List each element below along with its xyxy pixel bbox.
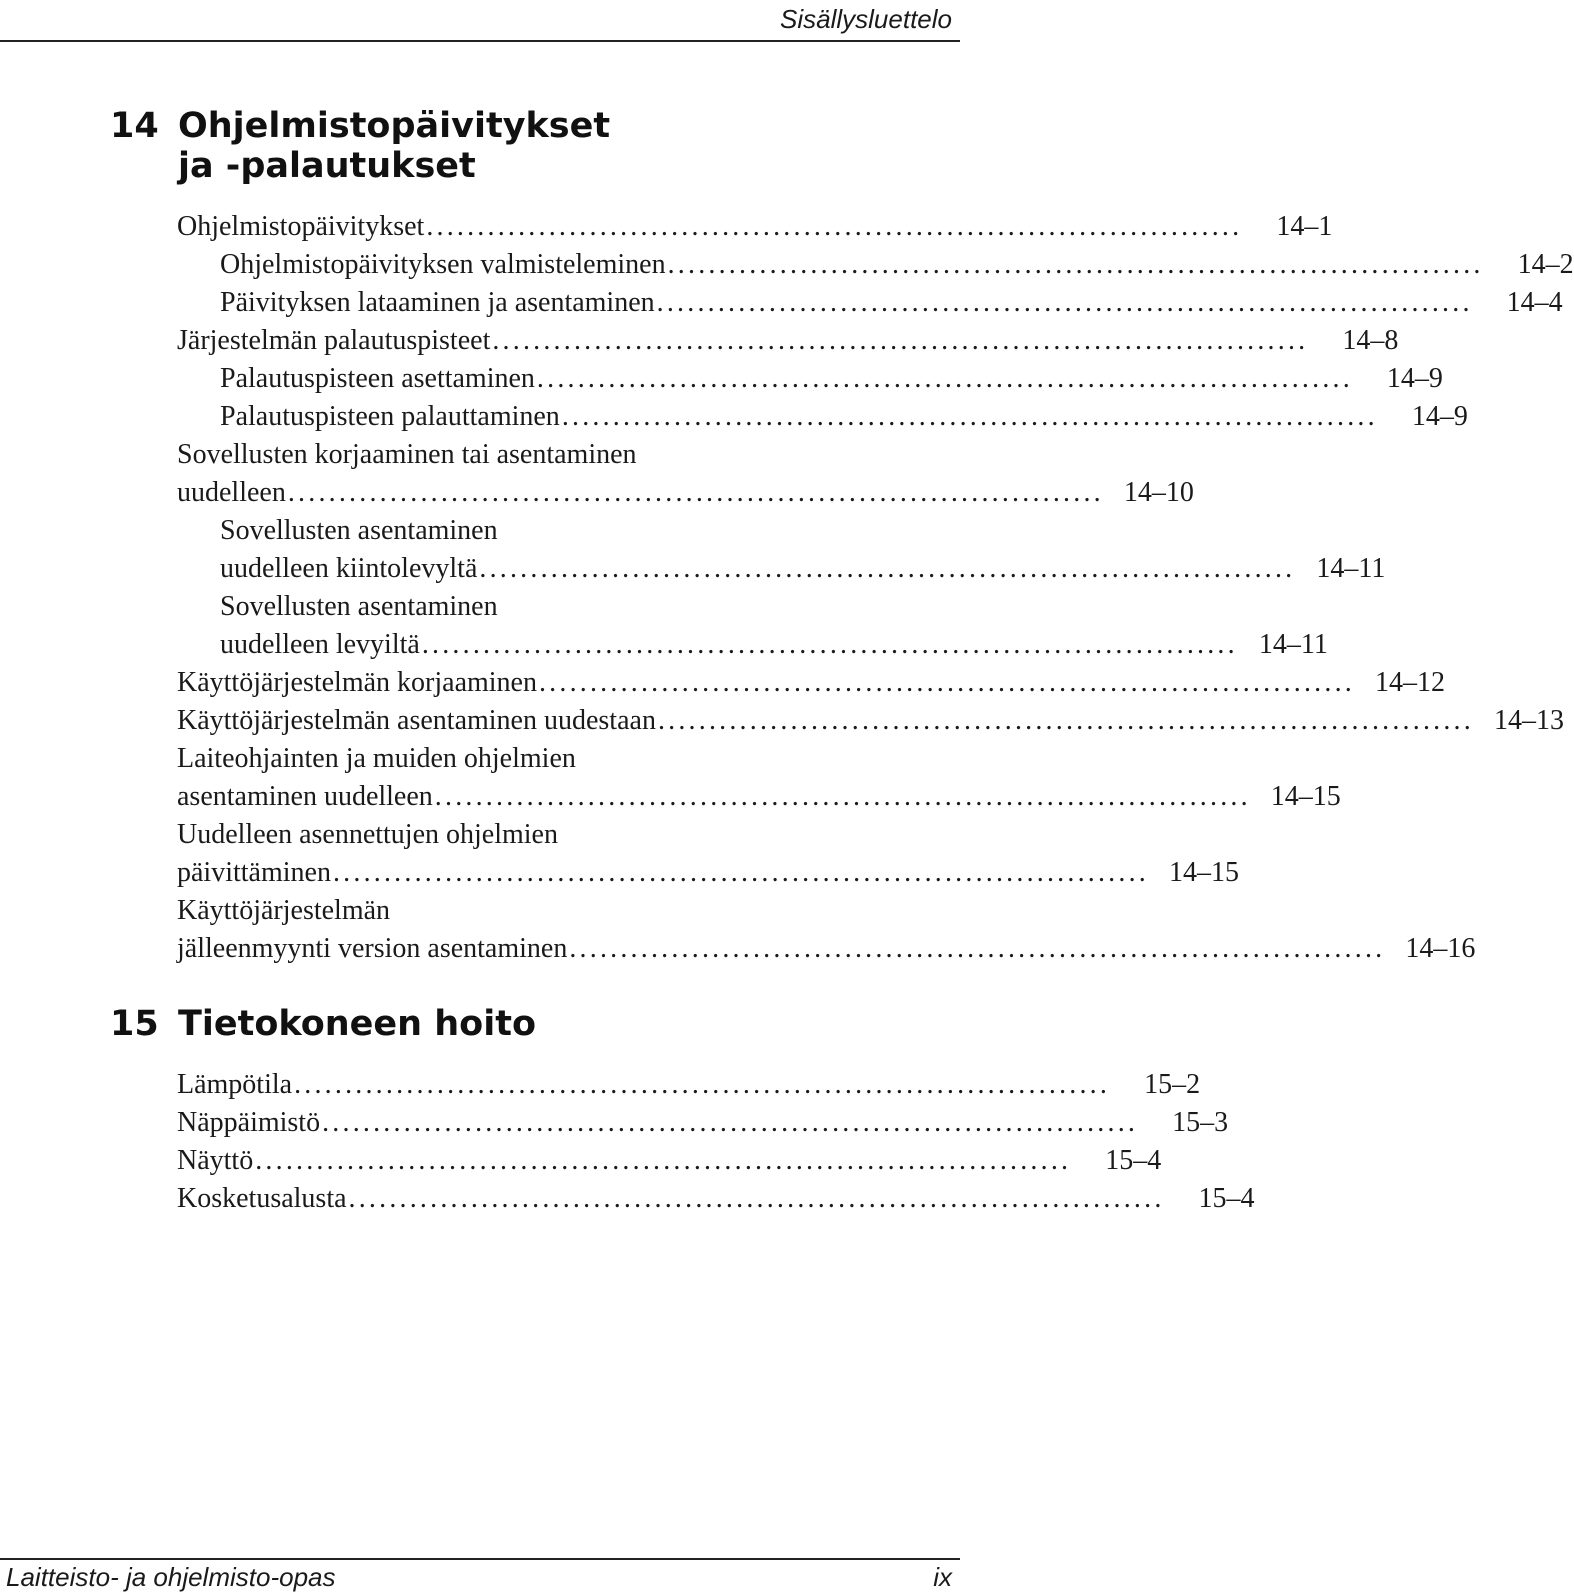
toc-entry-text-line: Sovellusten korjaaminen tai asentaminen — [177, 439, 637, 470]
toc-entry[interactable] — [177, 208, 1333, 246]
toc-entry[interactable] — [177, 1104, 1229, 1142]
chapter-number: 15 — [110, 1004, 159, 1044]
chapter-heading — [110, 1004, 960, 1044]
toc-entry-text-line: Laiteohjainten ja muiden ohjelmien — [177, 743, 576, 774]
toc-entry[interactable] — [220, 398, 1468, 436]
dot-leader: ................................................................................ — [569, 933, 1386, 964]
dot-leader: ................................................................................ — [538, 667, 1355, 698]
dot-leader: ................................................................................ — [287, 477, 1104, 508]
toc-entry[interactable] — [220, 246, 1574, 284]
dot-leader: ................................................................................ — [332, 857, 1149, 888]
toc-entry-page: 14–9 — [1386, 363, 1443, 394]
toc-entry[interactable] — [220, 360, 1443, 398]
toc-list — [177, 208, 1574, 968]
toc-entry-text: Palautuspisteen palauttaminen — [220, 401, 560, 432]
toc-entry-text: Päivityksen lataaminen ja asentaminen — [220, 287, 655, 318]
chapter-title-line: ja -palautukset — [178, 146, 476, 186]
toc-entry-text-line: Käyttöjärjestelmän — [177, 895, 391, 926]
toc-entry-page: 14–1 — [1276, 211, 1333, 242]
toc-entry[interactable] — [177, 664, 1445, 702]
toc-entry-page: 14–12 — [1374, 667, 1445, 698]
dot-leader: ................................................................................ — [667, 249, 1484, 280]
toc-entry-page: 14–15 — [1270, 781, 1341, 812]
toc-entry-text-line: Sovellusten asentaminen — [220, 515, 498, 546]
toc-entry-page: 15–3 — [1172, 1107, 1229, 1138]
toc-entry-text: uudelleen kiintolevyltä — [220, 553, 478, 584]
dot-leader: ................................................................................ — [348, 1183, 1165, 1214]
toc-entry-text: Käyttöjärjestelmän asentaminen uudestaan — [177, 705, 656, 736]
toc-entry[interactable] — [177, 1142, 1162, 1180]
toc-entry-page: 15–2 — [1144, 1069, 1201, 1100]
toc-entry[interactable] — [177, 892, 1476, 968]
dot-leader: ................................................................................ — [294, 1069, 1111, 1100]
dot-leader: ................................................................................ — [434, 781, 1251, 812]
toc-entry-text: Lämpötila — [177, 1069, 293, 1100]
toc-list — [177, 1066, 1255, 1218]
toc-entry-page: 14–8 — [1342, 325, 1399, 356]
chapter-title-line: Tietokoneen hoito — [178, 1004, 536, 1044]
toc-entry[interactable] — [177, 702, 1564, 740]
footer-book-title: Laitteisto- ja ohjelmisto-opas — [6, 1562, 336, 1592]
chapter-heading — [110, 106, 960, 186]
toc-entry[interactable] — [177, 816, 1239, 892]
footer-page-number: ix — [933, 1562, 952, 1592]
toc-entry[interactable] — [177, 436, 1194, 512]
toc-entry-text: päivittäminen — [177, 857, 331, 888]
dot-leader: ................................................................................ — [657, 705, 1474, 736]
toc-entry-text: Palautuspisteen asettaminen — [220, 363, 535, 394]
toc-entry[interactable] — [177, 1180, 1255, 1218]
toc-entry[interactable] — [177, 740, 1341, 816]
toc-entry-page: 14–11 — [1316, 553, 1386, 584]
toc-entry-page: 14–9 — [1411, 401, 1468, 432]
toc-entry-text: Käyttöjärjestelmän korjaaminen — [177, 667, 537, 698]
toc-entry-page: 15–4 — [1105, 1145, 1162, 1176]
running-header: Sisällysluettelo — [780, 4, 952, 34]
toc-entry[interactable] — [177, 1066, 1201, 1104]
toc-entry-page: 14–13 — [1493, 705, 1564, 736]
toc-entry-text-line: Sovellusten asentaminen — [220, 591, 498, 622]
toc-entry-text: asentaminen uudelleen — [177, 781, 433, 812]
toc-entry-page: 14–10 — [1123, 477, 1194, 508]
toc-entry[interactable] — [220, 284, 1563, 322]
toc-entry-text: Näyttö — [177, 1145, 254, 1176]
dot-leader: ................................................................................ — [536, 363, 1353, 394]
dot-leader: ................................................................................ — [426, 211, 1243, 242]
dot-leader: ................................................................................ — [322, 1107, 1139, 1138]
toc-entry-text: Näppäimistö — [177, 1107, 321, 1138]
toc-entry-text: Ohjelmistopäivityksen valmisteleminen — [220, 249, 666, 280]
chapter-title-line: Ohjelmistopäivitykset — [178, 106, 611, 146]
dot-leader: ................................................................................ — [255, 1145, 1072, 1176]
toc-entry-text: uudelleen — [177, 477, 286, 508]
toc-entry-text: Ohjelmistopäivitykset — [177, 211, 425, 242]
dot-leader: ................................................................................ — [479, 553, 1296, 584]
toc-entry-text: Järjestelmän palautuspisteet — [177, 325, 491, 356]
toc-entry-text: jälleenmyynti version asentaminen — [177, 933, 568, 964]
dot-leader: ................................................................................ — [561, 401, 1378, 432]
dot-leader: ................................................................................ — [421, 629, 1238, 660]
toc-entry-text-line: Uudelleen asennettujen ohjelmien — [177, 819, 558, 850]
toc-entry-page: 14–2 — [1517, 249, 1574, 280]
header-rule — [0, 40, 960, 42]
toc-entry-page: 14–4 — [1506, 287, 1563, 318]
toc-entry[interactable] — [220, 588, 1328, 664]
toc-entry-page: 14–11 — [1258, 629, 1328, 660]
toc-entry[interactable] — [220, 512, 1386, 588]
chapter-number: 14 — [110, 106, 159, 146]
dot-leader: ................................................................................ — [656, 287, 1473, 318]
toc-entry-text: Kosketusalusta — [177, 1183, 347, 1214]
dot-leader: ................................................................................ — [492, 325, 1309, 356]
toc-entry-text: uudelleen levyiltä — [220, 629, 420, 660]
toc-entry-page: 15–4 — [1198, 1183, 1255, 1214]
toc-entry-page: 14–15 — [1168, 857, 1239, 888]
footer-rule — [0, 1558, 960, 1560]
toc-entry-page: 14–16 — [1405, 933, 1476, 964]
toc-entry[interactable] — [177, 322, 1399, 360]
